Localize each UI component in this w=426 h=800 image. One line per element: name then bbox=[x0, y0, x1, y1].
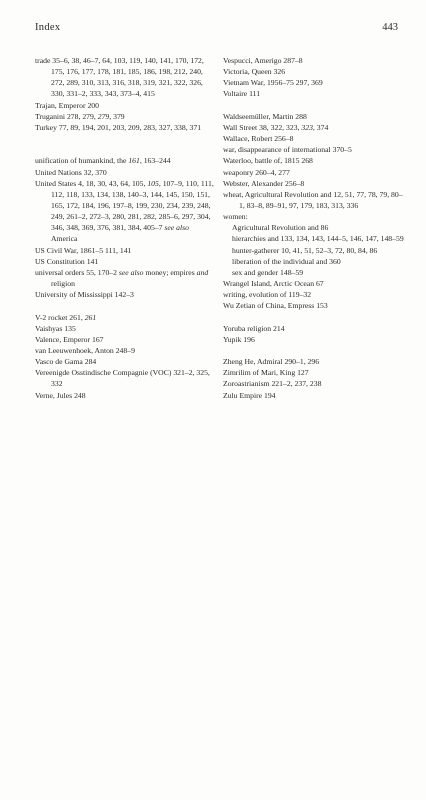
index-entry: women: bbox=[223, 212, 248, 222]
index-entry: United Nations 32, 370 bbox=[35, 167, 107, 177]
index-entry: van Leeuwenhoek, Anton 248–9 bbox=[35, 346, 135, 356]
index-entry: Voltaire 111 bbox=[223, 89, 261, 99]
index-entry: Vereenigde Osstindische Compagnie (VOC) 321–2, 325, 332 bbox=[35, 368, 210, 389]
index-entry: Zoroastrianism 221–2, 237, 238 bbox=[223, 379, 322, 389]
index-entry: Zulu Empire 194 bbox=[223, 390, 276, 400]
index-entry: Waterloo, battle of, 1815 268 bbox=[223, 156, 313, 166]
index-subentry: hunter-gatherer 10, 41, 51, 52–3, 72, 80, 84, 86 bbox=[232, 245, 378, 255]
index-entry: Vaishyas 135 bbox=[35, 323, 76, 333]
index-gap bbox=[223, 312, 408, 323]
index-entry: Vietnam War, 1956–75 297, 369 bbox=[223, 78, 323, 88]
index-entry: Yoruba religion 214 bbox=[223, 323, 285, 333]
index-entry: Webster, Alexander 256–8 bbox=[223, 178, 305, 188]
index-entry: Wall Street 38, 322, 323, 323, 374 bbox=[223, 122, 329, 132]
index-subentry: liberation of the individual and 360 bbox=[232, 256, 341, 266]
index-entry: Verne, Jules 248 bbox=[35, 390, 86, 400]
index-entry: Truganini 278, 279, 279, 379 bbox=[35, 111, 125, 121]
index-gap bbox=[223, 345, 408, 356]
index-entry: Vespucci, Amerigo 287–8 bbox=[223, 56, 303, 65]
index-subentry: sex and gender 148–59 bbox=[232, 267, 304, 277]
index-gap bbox=[35, 144, 216, 155]
index-entry: US Civil War, 1861–5 111, 141 bbox=[35, 245, 132, 255]
index-entry: Victoria, Queen 326 bbox=[223, 67, 286, 77]
index-subentry: Agricultural Revolution and 86 bbox=[232, 223, 329, 233]
index-entry: US Constitution 141 bbox=[35, 256, 99, 266]
index-entry: Wrangel Island, Arctic Ocean 67 bbox=[223, 279, 324, 289]
index-subentry: hierarchies and 133, 134, 143, 144–5, 146, 147, 148–59 bbox=[232, 234, 404, 244]
index-gap bbox=[35, 133, 216, 144]
index-column-left bbox=[35, 55, 216, 401]
page-number: 443 bbox=[382, 22, 398, 33]
index-entry: war, disappearance of international 370–5 bbox=[223, 145, 352, 155]
index-gap bbox=[35, 300, 216, 311]
index-entry: V-2 rocket 261, 261 bbox=[35, 312, 97, 322]
index-entry: unification of humankind, the 161, 163–244 bbox=[35, 156, 171, 166]
index-entry: Vasco de Gama 284 bbox=[35, 357, 97, 367]
index-entry: Trajan, Emperor 200 bbox=[35, 100, 99, 110]
index-entry: Wallace, Robert 256–8 bbox=[223, 134, 294, 144]
index-entry: Wu Zetian of China, Empress 153 bbox=[223, 301, 328, 311]
index-entry: Zheng He, Admiral 290–1, 296 bbox=[223, 357, 320, 367]
index-gap bbox=[223, 100, 408, 111]
index-entry: Zimrilim of Mari, King 127 bbox=[223, 368, 309, 378]
index-entry: Waldseemüller, Martin 288 bbox=[223, 111, 307, 121]
index-entry: trade 35–6, 38, 46–7, 64, 103, 119, 140, 141, 170, 172, 175, 176, 177, 178, 181, 185, 186, 198, 212, 240, 272, 289, 310, 313, 316, 318, 319, 321, 322, 326, 330, 331–2, 333, 343, 373–4, 415 bbox=[35, 56, 204, 99]
index-column-right bbox=[223, 55, 408, 401]
index-entry: United States 4, 18, 30, 43, 64, 105, 105, 107–9, 110, 111, 112, 118, 133, 134, 138, 140–3, 144, 145, 150, 151, 165, 172, 184, 196, 197–8, 199, 230, 234, 239, 248, 249, 261–2, 272–3, 280, 281, 282, 285–6, 297, 304, 346, 348, 369, 376, 381, 384, 405–7 see also America bbox=[35, 178, 214, 244]
index-entry: writing, evolution of 119–32 bbox=[223, 290, 312, 300]
running-header-title: Index bbox=[35, 22, 61, 33]
index-entry: Yupik 196 bbox=[223, 334, 255, 344]
index-entry: wheat, Agricultural Revolution and 12, 51, 77, 78, 79, 80–1, 83–8, 89–91, 97, 179, 183, 313, 336 bbox=[223, 189, 403, 211]
index-entry: University of Mississippi 142–3 bbox=[35, 290, 134, 300]
index-entry: Turkey 77, 89, 194, 201, 203, 209, 283, 327, 338, 371 bbox=[35, 122, 202, 132]
index-entry: universal orders 55, 170–2 see also money; empires and religion bbox=[35, 267, 209, 289]
index-entry: weaponry 260–4, 277 bbox=[223, 167, 290, 177]
index-entry: Valence, Emperor 167 bbox=[35, 334, 104, 344]
